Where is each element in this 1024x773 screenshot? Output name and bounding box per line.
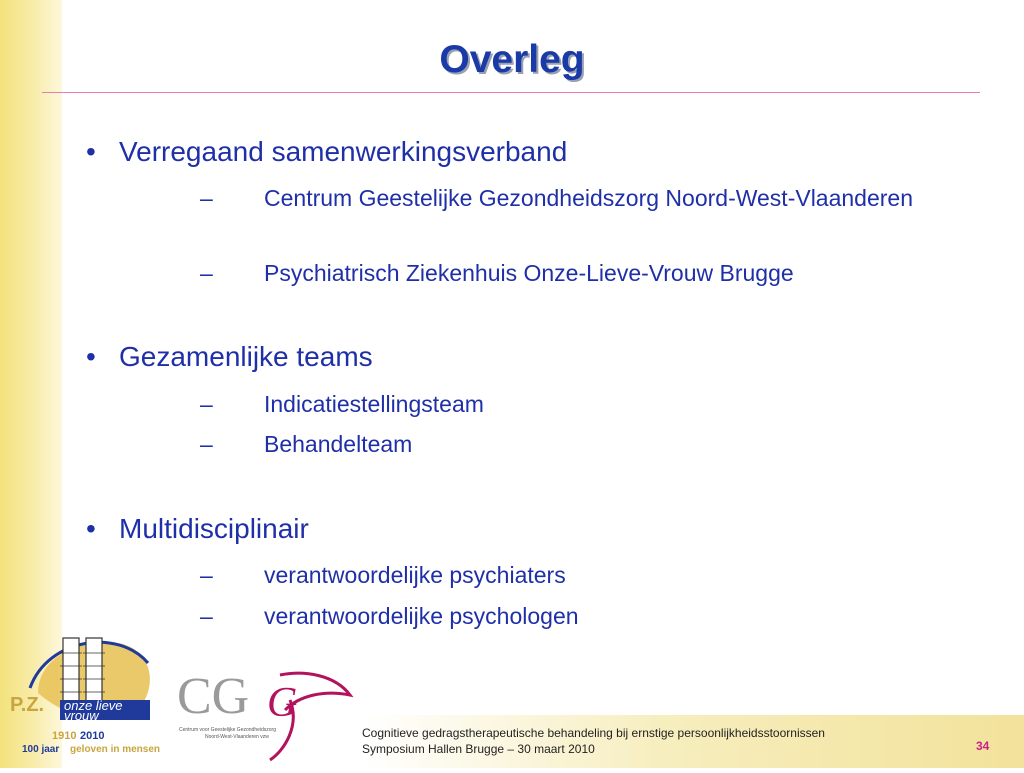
footer-line-2: Symposium Hallen Brugge – 30 maart 2010: [362, 742, 595, 756]
bullet-marker: •: [86, 136, 96, 167]
pz-onze-lieve-vrouw-logo: [8, 618, 178, 768]
slide-title: Overleg: [439, 38, 585, 81]
pz-year-start: 1910: [52, 730, 77, 742]
pz-tagline-prefix: 100 jaar: [22, 744, 60, 755]
dash-marker: –: [200, 562, 213, 588]
sub-item-text: verantwoordelijke psychologen: [264, 603, 579, 629]
sub-item-text: verantwoordelijke psychiaters: [264, 562, 566, 588]
cgg-letters: CG: [177, 668, 250, 725]
dash-marker: –: [200, 431, 213, 457]
cgg-letter-g: G: [267, 680, 298, 726]
sub-item-text: Centrum Geestelijke Gezondheidszorg Noord-West-Vlaanderen: [264, 185, 914, 211]
footer-line-1: Cognitieve gedragstherapeutische behandeling bij ernstige persoonlijkheidsstoornissen: [362, 726, 825, 740]
pz-year-end: 2010: [80, 730, 105, 742]
dash-marker: –: [200, 260, 213, 286]
bullet-text: Multidisciplinair: [119, 513, 309, 544]
page-number: 34: [976, 739, 990, 753]
cgg-logo: [175, 665, 360, 765]
dash-marker: –: [200, 603, 213, 629]
dash-marker: –: [200, 391, 213, 417]
pz-tagline-highlight: geloven in mensen: [70, 744, 161, 755]
cgg-caption-line2: Noord-West-Vlaanderen vzw: [205, 734, 269, 740]
bullet-text: Gezamenlijke teams: [119, 341, 373, 372]
sub-item-text: Behandelteam: [264, 431, 413, 457]
pz-name: onze lieve vrouw: [64, 698, 123, 723]
bullet-marker: •: [86, 513, 96, 544]
bullet-text: Verregaand samenwerkingsverband: [119, 136, 568, 167]
dash-marker: –: [200, 185, 213, 211]
pz-initials: P.Z.: [10, 694, 45, 716]
sub-item-text: Indicatiestellingsteam: [264, 391, 484, 417]
cgg-caption-line1: Centrum voor Geestelijke Gezondheidszorg: [179, 727, 276, 733]
sub-item-text: Psychiatrisch Ziekenhuis Onze-Lieve-Vrouw Brugge: [264, 260, 794, 286]
bullet-marker: •: [86, 341, 96, 372]
